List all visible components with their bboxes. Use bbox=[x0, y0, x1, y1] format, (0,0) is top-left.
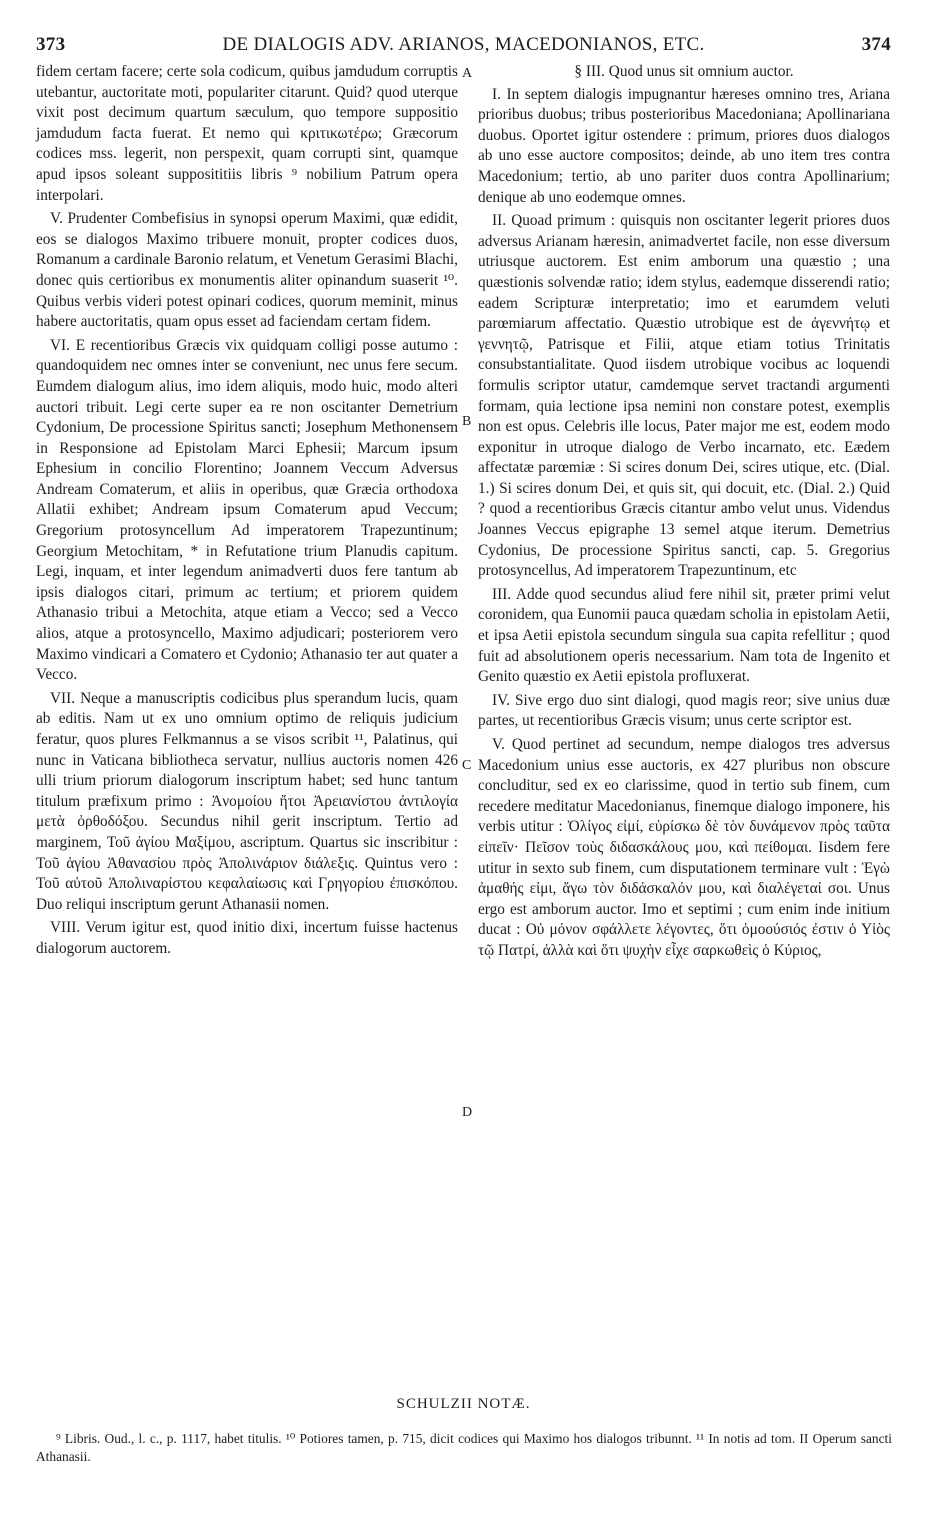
footnotes bbox=[36, 1430, 892, 1466]
paragraph: II. Quoad primum : quisquis non oscitanter legerit priores duos adversus Arianam hæresin, animadvertet facile, non esse diversum utriusque auctorem. Est enim amborum una quæstio ; una quæstionis solvendæ ratio; idem stylus, eademque disserendi ratio; eadem Scripturæ interpretatio; imo et earumdem veluti parœmiarum affectatio. Quæstio utrobique est de ἀγεννήτῳ et γεννητῷ, Patrisque et Filii, atque etiam totius Trinitatis consubstantialitate. Quod iisdem utrobique vocibus ac loquendi formulis scriptor utatur, camdemque servet tractandi argumenti formam, quia lectione ipsa nemini non constare potest, exemplis non est opus. Celebris ille locus, Pater major me est, eodem modo exponitur in utroque dialogo de Verbo incarnato, etc. Eædem affectatæ parœmiæ : Si scires donum Dei, scires utique, etc. (Dial. 1.) Si scires donum Dei, et quis sit, qui docuit, etc. (Dial. 2.) Quid ? quod a recentioribus Græcis citantur ambo velut unus. Videndus Joannes Veccus epigraphe 13 semel atque iterum. Demetrius Cydonius, De processione Spiritus sancti, cap. 5. Gregorius protosyncellus, Ad imperatorem Trapezuntinum, etc bbox=[478, 212, 890, 580]
right-column bbox=[478, 62, 890, 965]
running-header bbox=[36, 34, 891, 60]
margin-letter-c: C bbox=[462, 758, 472, 773]
margin-letter-d: D bbox=[462, 1105, 473, 1120]
paragraph: I. In septem dialogis impugnantur hæreses omnino tres, Ariana prioribus duobus; tribus posterioribus Macedoniana; Apollinariana duobus. Oportet igitur ostendere : primum, priores duos dialogos ab uno esse auctore compositos; deinde, ab uno item tres contra Macedonium; tertio, ab uno pariter duos contra Apollinarium; denique ab uno eodemque omnes. bbox=[478, 85, 890, 206]
margin-letter-a: A bbox=[462, 66, 473, 81]
paragraph: V. Prudenter Combefisius in synopsi operum Maximi, quæ edidit, eos se dialogos Maximo tribuere monuit, propter codices duos, Romanum a cardinale Baronio relatum, et Venetum Gerasimi Blachi, donec quis certioribus ex monumentis aliter opinandum suaserit ¹⁰. Quibus verbis videri potest opinari codices, quorum meminit, minus habere auctoritatis, quam opus esset ad faciendam certam fidem. bbox=[36, 210, 458, 331]
paragraph: VII. Neque a manuscriptis codicibus plus sperandum lucis, quam ab editis. Nam ut ex uno omnium optimo de reliquis judicium feratur, quos plures Felkmannus a se visos scribit ¹¹, Palatinus, qui nunc in Vaticana bibliotheca servatur, nullius auctoris nomen 426 ulli trium priorum dialogorum inscriptum habet; sed hunc tantum titulum præfixum primo : Ἀνομοίου ἤτοι Ἀρειανίστου ἀντιλογία μετὰ ὀρθοδόξου. Secundus nihil gerit inscriptum. Tertio ad marginem, Τοῦ ἁγίου Μαξίμου, ascriptum. Quartus sic inscribitur : Τοῦ ἁγίου Ἀθανασίου πρὸς Ἀπολινάριον διάλεξις. Quintus vero : Τοῦ αὐτοῦ Ἀπολιναρίστου κεφαλαίωσις καὶ Γρηγορίου ἐπισκόπου. Duo reliqui inscriptum gerunt Athanasii nomen. bbox=[36, 689, 458, 913]
margin-letter-b: B bbox=[462, 414, 472, 429]
page-number-left: 373 bbox=[36, 34, 66, 55]
page-number-right: 374 bbox=[861, 34, 891, 55]
paragraph: VI. E recentioribus Græcis vix quidquam colligi posse autumo : quandoquidem nec omnes inter se conveniunt, nec unus fere secum. Eumdem dialogum alius, imo idem aliquis, modo huic, modo alteri auctori tribuit. Legi certe super ea re non oscitanter Demetrium Cydonium, De processione Spiritus sancti; Josephum Methonensem in Responsione ad Epistolam Marci Ephesii; Marcum ipsum Ephesium in concilio Florentino; Joannem Veccum Adversus Andream Comaterum, et aliis in operibus, quæ Græcia orthodoxa Allatii exhibet; Andream ipsum Comaterum apud Veccum; Gregorium protosyncellum Ad imperatorem Trapezuntinum; Georgium Metochitam, * in Refutatione trium Planudis capitum. Legi, inquam, et inter legendum animadverti duos fere tantum ab ipsis dialogos citari, primum ac tertium; et priorem quidem Athanasio tribui a Metochita, atque etiam a Vecco; sed a Vecco alios, atque a protosyncello, Maximo adjudicari; posteriorem vero Maximo vindicari a Comatero et Cydonio; Athanasio ter aut quater a Vecco. bbox=[36, 336, 458, 684]
running-title: DE DIALOGIS ADV. ARIANOS, MACEDONIANOS, ETC. bbox=[222, 34, 705, 55]
section-title: § III. Quod unus sit omnium auctor. bbox=[574, 63, 794, 80]
left-column bbox=[36, 62, 458, 963]
footnote: ⁹ Libris. Oud., l. c., p. 1117, habet titulis. ¹⁰ Potiores tamen, p. 715, dicit codices qui Maximo hos dialogos tribunnt. ¹¹ In notis ad tom. II Operum sancti Athanasii. bbox=[36, 1431, 892, 1464]
paragraph: V. Quod pertinet ad secundum, nempe dialogos tres adversus Macedonium unius esse auctoris, ex 427 pluribus non obscure concluditur, sed ex eo clarissime, quod in tertio sub finem, cum recedere meditatur Macedonianus, finemque dialogo imponere, his verbis utitur : Ὀλίγος εἰμί, εὑρίσκω δὲ τὸν δυνάμενον πρὸς ταῦτα εἰπεῖν· Πεῖσον τοὺς διδασκάλους μου, καὶ πείθομαι. Iisdem fere utitur in sexto sub finem, cum disputationem terminare vult : Ἐγὼ ἀμαθής εἰμι, ἄγω τὸν διδάσκαλόν μου, καὶ διαλέγεταί σοι. Unus ergo est amborum auctor. Imo et septimi ; cum enim inde initium ducat : Οὐ μόνον σφάλλετε λέγοντες, ὅτι ὁμοούσιός ἐστιν ὁ Υἱὸς τῷ Πατρί, ἀλλὰ καὶ ὅτι ψυχὴν εἶχε σαρκωθεὶς ὁ Κύριος, bbox=[478, 736, 890, 959]
paragraph: III. Adde quod secundus aliud fere nihil sit, præter primi velut coronidem, qua Eunomii pauca quædam scholia in epistolam Aetii, et ipsa Aetii epistola secundum singula sua capita refellitur ; quod fuit ad absolutionem operis necessarium. Nam tota de Ingenito et Genito quæstio ex Aetii epistola profluxerat. bbox=[478, 585, 890, 686]
paragraph: IV. Sive ergo duo sint dialogi, quod magis reor; sive unius duæ partes, ut recentioribus Græcis visum; unus certe scriptor est. bbox=[478, 691, 890, 730]
paragraph: fidem certam facere; certe sola codicum, quibus jamdudum corruptis utebantur, auctoritate moti, populariter citarunt. Quid? quod uterque vixit post decimum quartum sæculum, quo tempore suppositio jamdudum facta fuerat. Et nemo qui κριτικωτέρω; Græcorum codices mss. legerit, non perspexit, quam corrupti sint, quamque apud ipsos soleant supposititiis libris ⁹ nobilium Patrum opera interpolari. bbox=[36, 63, 458, 204]
paragraph: VIII. Verum igitur est, quod initio dixi, incertum fuisse hactenus dialogorum auctorem. bbox=[36, 919, 458, 957]
notes-title: SCHULZII NOTÆ. bbox=[396, 1396, 531, 1412]
